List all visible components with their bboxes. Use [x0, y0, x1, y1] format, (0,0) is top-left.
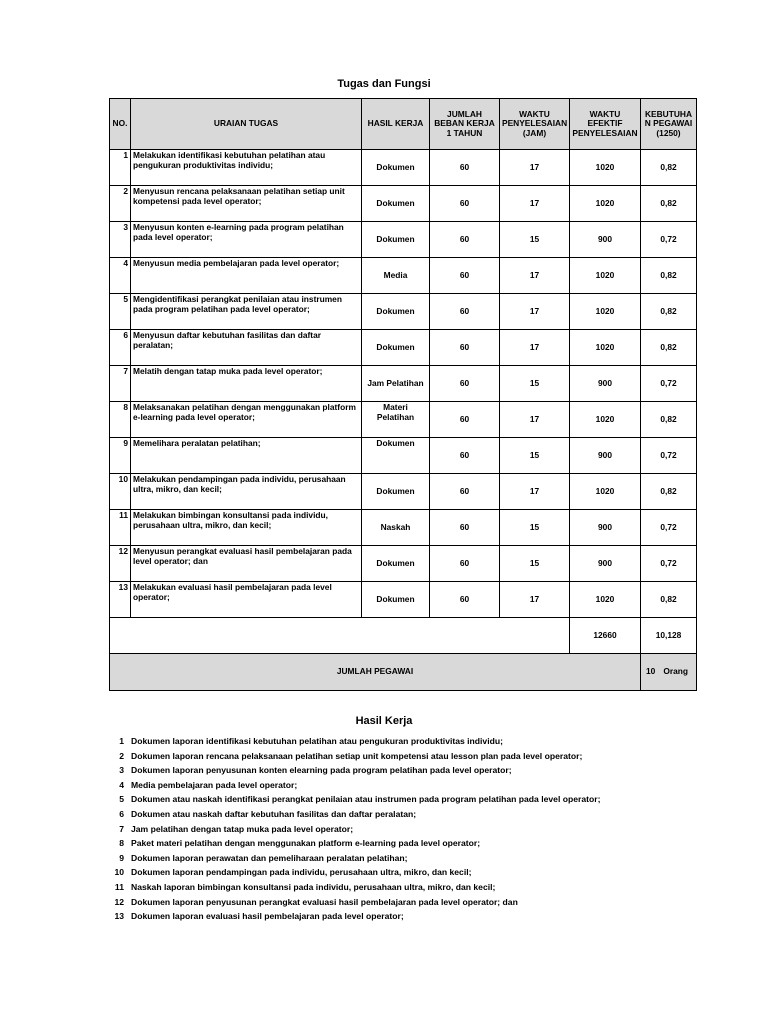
- summary-row: [110, 654, 697, 691]
- row-task: Menyusun daftar kebutuhan fasilitas dan daftar peralatan;: [131, 330, 362, 366]
- hasil-kerja-number: 6: [119, 808, 124, 819]
- hasil-kerja-item: [108, 734, 728, 749]
- row-task: Melaksanakan pelatihan dengan menggunakan platform e-learning pada level operator;: [131, 402, 362, 438]
- header-kebutuhan-pegawai: KEBUTUHA N PEGAWAI (1250): [641, 99, 697, 150]
- row-kebutuhan: 0,82: [641, 330, 697, 366]
- row-waktu: 15: [500, 510, 570, 546]
- header-uraian-tugas: URAIAN TUGAS: [131, 99, 362, 150]
- row-beban: 60: [430, 222, 500, 258]
- row-waktu: 17: [500, 258, 570, 294]
- hasil-kerja-text: Dokumen laporan evaluasi hasil pembelajaran pada level operator;: [131, 911, 404, 922]
- row-beban: 60: [430, 330, 500, 366]
- hasil-kerja-number: 2: [119, 750, 124, 761]
- row-beban: 60: [430, 294, 500, 330]
- row-efektif: 1020: [570, 294, 641, 330]
- hasil-kerja-item: [108, 763, 728, 778]
- row-hasil-kerja: Dokumen: [362, 330, 430, 366]
- table-row: [110, 222, 697, 258]
- table-title: Tugas dan Fungsi: [337, 78, 431, 90]
- table-header-row: [110, 99, 697, 150]
- hasil-kerja-item: [108, 822, 728, 837]
- hasil-kerja-number: 10: [114, 867, 124, 878]
- row-waktu: 15: [500, 366, 570, 402]
- summary-value-cell: [641, 654, 697, 691]
- row-waktu: 15: [500, 222, 570, 258]
- row-task: Melakukan pendampingan pada individu, perusahaan ultra, mikro, dan kecil;: [131, 474, 362, 510]
- row-hasil-kerja: Media: [362, 258, 430, 294]
- hasil-kerja-list: [108, 734, 728, 924]
- hasil-kerja-item: [108, 778, 728, 793]
- hasil-kerja-text: Dokumen laporan perawatan dan pemeliharaan peralatan pelatihan;: [131, 852, 408, 863]
- row-waktu: 15: [500, 438, 570, 474]
- row-beban: 60: [430, 258, 500, 294]
- row-hasil-kerja: Naskah: [362, 510, 430, 546]
- row-kebutuhan: 0,82: [641, 258, 697, 294]
- row-hasil-kerja: Materi Pelatihan: [362, 402, 430, 438]
- row-task: Melakukan identifikasi kebutuhan pelatihan atau pengukuran produktivitas individu;: [131, 150, 362, 186]
- row-no: 5: [110, 294, 131, 330]
- row-task: Mengidentifikasi perangkat penilaian atau instrumen pada program pelatihan pada level operator;: [131, 294, 362, 330]
- hasil-kerja-item: [108, 880, 728, 895]
- row-task: Menyusun konten e-learning pada program pelatihan pada level operator;: [131, 222, 362, 258]
- hasil-kerja-number: 8: [119, 838, 124, 849]
- hasil-kerja-text: Jam pelatihan dengan tatap muka pada level operator;: [131, 823, 354, 834]
- row-task: Menyusun rencana pelaksanaan pelatihan setiap unit kompetensi pada level operator;: [131, 186, 362, 222]
- header-waktu-efektif: WAKTU EFEKTIF PENYELESAIAN: [570, 99, 641, 150]
- row-efektif: 1020: [570, 330, 641, 366]
- hasil-kerja-number: 7: [119, 823, 124, 834]
- hasil-kerja-item: [108, 792, 728, 807]
- hasil-kerja-item: [108, 909, 728, 924]
- hasil-kerja-number: 5: [119, 794, 124, 805]
- row-hasil-kerja: Dokumen: [362, 222, 430, 258]
- summary-value: 10: [646, 666, 656, 677]
- table-row: [110, 474, 697, 510]
- hasil-kerja-text: Paket materi pelatihan dengan menggunakan platform e-learning pada level operator;: [131, 838, 481, 849]
- table-row: [110, 402, 697, 438]
- summary-unit: Orang: [663, 666, 688, 677]
- total-empty-cell: [110, 618, 570, 654]
- row-task: Menyusun media pembelajaran pada level operator;: [131, 258, 362, 294]
- summary-label: JUMLAH PEGAWAI: [110, 654, 641, 691]
- row-waktu: 17: [500, 474, 570, 510]
- row-beban: 60: [430, 366, 500, 402]
- hasil-kerja-text: Naskah laporan bimbingan konsultansi pada individu, perusahaan ultra, mikro, dan kecil;: [131, 881, 496, 892]
- hasil-kerja-number: 1: [119, 736, 124, 746]
- row-kebutuhan: 0,82: [641, 186, 697, 222]
- row-beban: 60: [430, 546, 500, 582]
- hasil-kerja-text: Dokumen atau naskah identifikasi perangkat penilaian atau instrumen pada program pelatihan pada level operator;: [131, 794, 601, 805]
- hasil-kerja-item: [108, 836, 728, 851]
- hasil-kerja-number: 13: [114, 911, 124, 922]
- hasil-kerja-item: [108, 895, 728, 910]
- row-efektif: 1020: [570, 582, 641, 618]
- total-row: [110, 618, 697, 654]
- row-kebutuhan: 0,72: [641, 438, 697, 474]
- row-beban: 60: [430, 474, 500, 510]
- hasil-kerja-title: Hasil Kerja: [355, 715, 413, 727]
- row-no: 12: [110, 546, 131, 582]
- row-waktu: 17: [500, 294, 570, 330]
- hasil-kerja-text: Dokumen atau naskah daftar kebutuhan fasilitas dan daftar peralatan;: [131, 808, 417, 819]
- row-efektif: 1020: [570, 474, 641, 510]
- hasil-kerja-text: Media pembelajaran pada level operator;: [131, 779, 298, 790]
- hasil-kerja-number: 11: [114, 881, 124, 892]
- table-row: [110, 438, 697, 474]
- header-jumlah-beban: JUMLAH BEBAN KERJA 1 TAHUN: [430, 99, 500, 150]
- table-row: [110, 294, 697, 330]
- header-no: NO.: [110, 99, 131, 150]
- hasil-kerja-number: 4: [119, 779, 124, 790]
- row-waktu: 17: [500, 186, 570, 222]
- row-task: Melatih dengan tatap muka pada level operator;: [131, 366, 362, 402]
- hasil-kerja-number: 9: [119, 852, 124, 863]
- row-waktu: 17: [500, 582, 570, 618]
- hasil-kerja-text: Dokumen laporan pendampingan pada individu, perusahaan ultra, mikro, dan kecil;: [131, 867, 472, 878]
- row-no: 2: [110, 186, 131, 222]
- row-kebutuhan: 0,82: [641, 294, 697, 330]
- hasil-kerja-text: Dokumen laporan penyusunan perangkat evaluasi hasil pembelajaran pada level operator; dan: [131, 896, 518, 907]
- row-waktu: 15: [500, 546, 570, 582]
- row-task: Menyusun perangkat evaluasi hasil pembelajaran pada level operator; dan: [131, 546, 362, 582]
- table-row: [110, 186, 697, 222]
- row-waktu: 17: [500, 330, 570, 366]
- row-efektif: 900: [570, 546, 641, 582]
- row-kebutuhan: 0,72: [641, 510, 697, 546]
- table-row: [110, 582, 697, 618]
- row-efektif: 1020: [570, 402, 641, 438]
- row-no: 1: [110, 150, 131, 186]
- row-task: Memelihara peralatan pelatihan;: [131, 438, 362, 474]
- row-no: 10: [110, 474, 131, 510]
- row-hasil-kerja: Dokumen: [362, 546, 430, 582]
- hasil-kerja-item: [108, 865, 728, 880]
- row-efektif: 900: [570, 222, 641, 258]
- total-efektif: 12660: [570, 618, 641, 654]
- hasil-kerja-number: 3: [119, 765, 124, 776]
- row-kebutuhan: 0,82: [641, 474, 697, 510]
- row-no: 8: [110, 402, 131, 438]
- table-row: [110, 510, 697, 546]
- row-efektif: 900: [570, 510, 641, 546]
- total-kebutuhan: 10,128: [641, 618, 697, 654]
- row-hasil-kerja: Jam Pelatihan: [362, 366, 430, 402]
- hasil-kerja-text: Dokumen laporan penyusunan konten elearning pada program pelatihan pada level operator;: [131, 765, 512, 776]
- row-task: Melakukan bimbingan konsultansi pada individu, perusahaan ultra, mikro, dan kecil;: [131, 510, 362, 546]
- row-no: 13: [110, 582, 131, 618]
- table-row: [110, 258, 697, 294]
- table-row: [110, 330, 697, 366]
- row-efektif: 900: [570, 438, 641, 474]
- table-row: [110, 366, 697, 402]
- row-kebutuhan: 0,82: [641, 402, 697, 438]
- row-no: 11: [110, 510, 131, 546]
- hasil-kerja-text: Dokumen laporan identifikasi kebutuhan pelatihan atau pengukuran produktivitas individu;: [131, 736, 503, 746]
- row-kebutuhan: 0,82: [641, 582, 697, 618]
- row-efektif: 1020: [570, 258, 641, 294]
- row-task: Melakukan evaluasi hasil pembelajaran pada level operator;: [131, 582, 362, 618]
- table-row: [110, 150, 697, 186]
- row-efektif: 1020: [570, 186, 641, 222]
- row-beban: 60: [430, 402, 500, 438]
- row-kebutuhan: 0,72: [641, 366, 697, 402]
- row-beban: 60: [430, 150, 500, 186]
- header-hasil-kerja: HASIL KERJA: [362, 99, 430, 150]
- row-beban: 60: [430, 438, 500, 474]
- hasil-kerja-item: [108, 749, 728, 764]
- row-efektif: 900: [570, 366, 641, 402]
- row-kebutuhan: 0,72: [641, 546, 697, 582]
- hasil-kerja-item: [108, 851, 728, 866]
- row-no: 9: [110, 438, 131, 474]
- hasil-kerja-text: Dokumen laporan rencana pelaksanaan pelatihan setiap unit kompetensi atau lesson plan pada level operator;: [131, 750, 583, 761]
- row-kebutuhan: 0,72: [641, 222, 697, 258]
- row-beban: 60: [430, 582, 500, 618]
- row-waktu: 17: [500, 150, 570, 186]
- hasil-kerja-number: 12: [114, 896, 124, 907]
- row-no: 4: [110, 258, 131, 294]
- row-no: 7: [110, 366, 131, 402]
- row-no: 6: [110, 330, 131, 366]
- header-waktu-penyelesaian: WAKTU PENYELESAIAN (JAM): [500, 99, 570, 150]
- row-waktu: 17: [500, 402, 570, 438]
- row-hasil-kerja: Dokumen: [362, 438, 430, 474]
- row-hasil-kerja: Dokumen: [362, 474, 430, 510]
- tugas-table: [109, 98, 697, 691]
- table-row: [110, 546, 697, 582]
- hasil-kerja-item: [108, 807, 728, 822]
- row-no: 3: [110, 222, 131, 258]
- row-hasil-kerja: Dokumen: [362, 186, 430, 222]
- row-hasil-kerja: Dokumen: [362, 294, 430, 330]
- row-kebutuhan: 0,82: [641, 150, 697, 186]
- row-beban: 60: [430, 510, 500, 546]
- row-hasil-kerja: Dokumen: [362, 582, 430, 618]
- row-hasil-kerja: Dokumen: [362, 150, 430, 186]
- row-efektif: 1020: [570, 150, 641, 186]
- row-beban: 60: [430, 186, 500, 222]
